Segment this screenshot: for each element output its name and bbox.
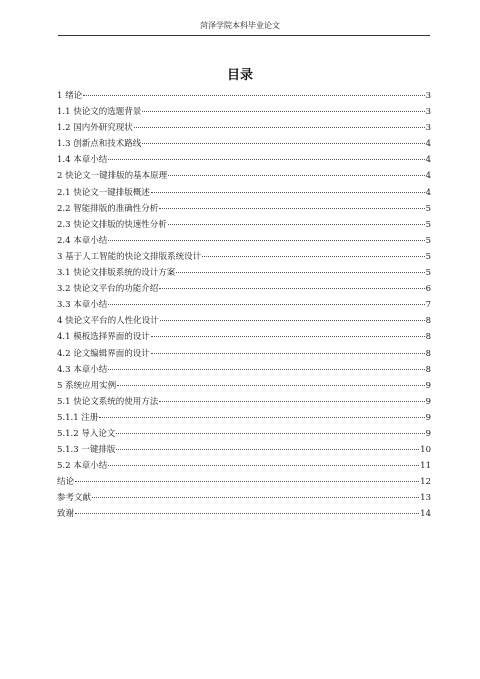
toc-leader-dots [134,127,425,128]
toc-entry[interactable] [57,313,431,329]
toc-entry-label: 3.3 本章小结 [57,300,108,311]
toc-entry-label: 2.2 智能排版的准确性分析 [57,203,159,214]
toc-entry-page: 5 [425,219,431,230]
toc-leader-dots [116,433,424,434]
toc-leader-dots [108,304,424,305]
toc-entry[interactable] [57,120,431,136]
toc-entry-page: 4 [425,187,431,198]
toc-entry-page: 6 [425,284,431,295]
toc-entry-page: 4 [425,171,431,182]
toc-leader-dots [83,95,424,96]
toc-entry-page: 9 [425,412,431,423]
toc-entry[interactable] [57,329,431,345]
toc-leader-dots [142,111,424,112]
toc-entry-label: 3 基于人工智能的快论文排版系统设计 [57,251,202,262]
toc-leader-dots [142,143,424,144]
toc-entry-label: 2.4 本章小结 [57,235,108,246]
toc-entry-page: 5 [425,203,431,214]
toc-entry-page: 10 [420,445,431,456]
toc-leader-dots [168,175,424,176]
toc-entry[interactable] [57,217,431,233]
toc-entry-label: 5.2 本章小结 [57,461,108,472]
toc-entry-page: 8 [425,364,431,375]
toc-entry-label: 3.2 快论文平台的功能介绍 [57,284,159,295]
toc-leader-dots [99,417,424,418]
toc-entry-label: 5.1.3 一键排版 [57,445,116,456]
toc-entry-label: 5.1 快论文系统的使用方法 [57,396,159,407]
toc-entry-label: 1.1 快论文的选题背景 [57,107,142,118]
toc-leader-dots [75,481,419,482]
toc-entry-page: 3 [425,123,431,134]
toc-entry-label: 1.2 国内外研究现状 [57,123,133,134]
toc-entry-page: 8 [425,316,431,327]
toc-entry[interactable] [57,442,431,458]
toc-entry-page: 11 [420,461,431,472]
toc-entry-page: 9 [425,428,431,439]
toc-entry-label: 5.1.1 注册 [57,412,99,423]
toc-leader-dots [116,449,419,450]
toc-entry-label: 结论 [57,477,75,488]
toc-entry-label: 4 快论文平台的人性化设计 [57,316,159,327]
toc-leader-dots [108,465,419,466]
toc-entry-page: 14 [420,509,431,520]
toc-entry-page: 4 [425,139,431,150]
toc-entry-label: 1 绪论 [57,91,83,101]
toc-leader-dots [159,288,424,289]
table-of-contents [57,88,431,523]
toc-entry-page: 3 [425,91,431,101]
toc-leader-dots [151,336,425,337]
toc-leader-dots [151,192,425,193]
toc-entry-page: 4 [425,155,431,166]
toc-leader-dots [117,385,424,386]
toc-entry-page: 13 [420,493,431,504]
toc-entry[interactable] [57,168,431,184]
toc-entry-label: 参考文献 [57,493,92,504]
toc-entry-label: 致谢 [57,509,75,520]
toc-entry-page: 5 [425,235,431,246]
toc-entry[interactable] [57,458,431,474]
toc-leader-dots [202,256,424,257]
toc-leader-dots [176,272,424,273]
toc-leader-dots [108,240,424,241]
toc-entry[interactable] [57,506,431,522]
toc-entry[interactable] [57,152,431,168]
toc-entry[interactable] [57,297,431,313]
toc-entry-label: 5.1.2 导入论文 [57,428,116,439]
toc-entry-label: 2.1 快论文一键排版概述 [57,187,150,198]
toc-title: 目录 [226,68,253,83]
toc-entry[interactable] [57,410,431,426]
toc-entry-page: 8 [425,348,431,359]
toc-entry-page: 5 [425,268,431,279]
toc-leader-dots [108,369,424,370]
toc-entry[interactable] [57,426,431,442]
toc-entry[interactable] [57,88,431,104]
toc-leader-dots [108,159,424,160]
toc-entry[interactable] [57,185,431,201]
toc-entry-label: 1.3 创新点和技术路线 [57,139,142,150]
toc-entry-label: 1.4 本章小结 [57,155,108,166]
toc-entry-page: 9 [425,396,431,407]
toc-entry-page: 12 [420,477,431,488]
toc-entry-label: 2.3 快论文排版的快速性分析 [57,219,167,230]
toc-entry[interactable] [57,249,431,265]
toc-entry[interactable] [57,265,431,281]
toc-entry-page: 5 [425,251,431,262]
toc-entry[interactable] [57,378,431,394]
page-header: 菏泽学院本科毕业论文 [200,21,280,30]
toc-entry[interactable] [57,490,431,506]
toc-leader-dots [75,513,419,514]
toc-leader-dots [159,208,424,209]
toc-entry-label: 4.2 论文编辑界面的设计 [57,348,150,359]
toc-entry-page: 7 [425,300,431,311]
header-rule [58,35,430,36]
toc-entry[interactable] [57,346,431,362]
toc-entry[interactable] [57,201,431,217]
toc-entry-page: 8 [425,332,431,343]
toc-entry-label: 3.1 快论文排版系统的设计方案 [57,268,176,279]
toc-entry[interactable] [57,362,431,378]
toc-leader-dots [160,320,425,321]
toc-entry[interactable] [57,281,431,297]
toc-entry-label: 4.3 本章小结 [57,364,108,375]
toc-entry-page: 9 [425,380,431,391]
toc-entry-label: 4.1 模板选择界面的设计 [57,332,150,343]
toc-leader-dots [92,497,419,498]
toc-entry[interactable] [57,474,431,490]
toc-entry[interactable] [57,136,431,152]
toc-entry[interactable] [57,394,431,410]
toc-entry[interactable] [57,104,431,120]
toc-entry-label: 2 快论文一键排版的基本原理 [57,171,168,182]
toc-leader-dots [151,353,425,354]
toc-entry-page: 3 [425,107,431,118]
toc-entry[interactable] [57,233,431,249]
toc-leader-dots [159,401,424,402]
toc-entry-label: 5 系统应用实例 [57,380,117,391]
toc-leader-dots [168,224,425,225]
